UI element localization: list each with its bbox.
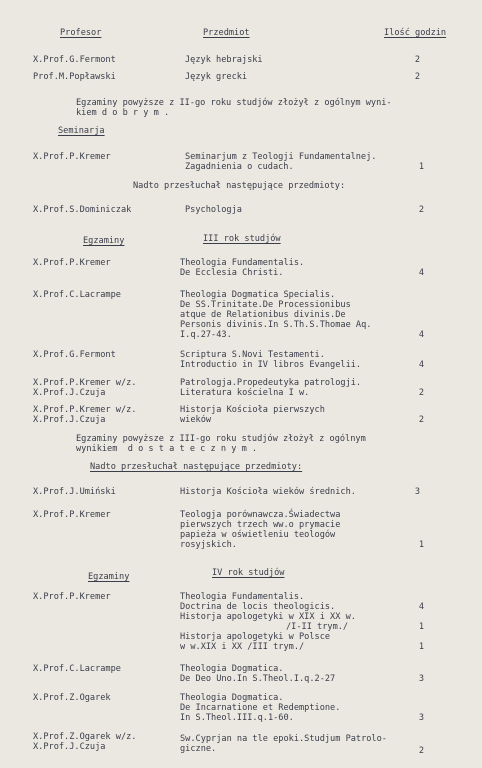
row-prof: X.Prof.P.Kremer [33, 152, 111, 162]
row-subject: atque de Relationibus divinis.De [180, 310, 346, 320]
row-prof: X.Prof.J.Czuja [33, 742, 106, 752]
row-prof: X.Prof.S.Dominiczak [33, 205, 132, 215]
row-subject: Theologia Fundamentalis. [180, 258, 305, 268]
row-subject: Literatura kościelna I w. [180, 388, 310, 398]
row-subject: pierwszych trzech ww.o prymacie [180, 520, 341, 530]
row-hours: 2 [418, 415, 424, 425]
row-subject: Język grecki [185, 72, 248, 82]
row-hours: 4 [418, 268, 424, 278]
row-subject: In S.Theol.III.q.1-60. [180, 713, 294, 723]
row-subject: w w.XIX i XX /III trym./ [180, 642, 305, 652]
seminar-heading: Seminarja [58, 126, 105, 136]
header-professor: Profesor [60, 28, 102, 38]
row-hours: 1 [418, 642, 424, 652]
row-prof: X.Prof.J.Umiński [33, 487, 116, 497]
row-subject: Theologia Dogmatica. [180, 664, 284, 674]
row-prof: X.Prof.C.Lacrampe [33, 290, 121, 300]
row-prof: X.Prof.P.Kremer [33, 592, 111, 602]
row-prof: X.Prof.P.Kremer w/z. [33, 378, 137, 388]
row-subject: De SS.Trinitate.De Processionibus [180, 300, 351, 310]
row-prof: X.Prof.C.Lacrampe [33, 664, 121, 674]
row-subject: Zagadnienia o cudach. [185, 162, 294, 172]
row-prof: X.Prof.J.Czuja [33, 415, 106, 425]
row-subject: De Deo Uno.In S.Theol.I.q.2-27 [180, 674, 336, 684]
row-prof: X.Prof.G.Fermont [33, 55, 116, 65]
row-subject: Patrologja.Propedeutyka patrologji. [180, 378, 362, 388]
header-hours: Ilość godzin [384, 28, 447, 38]
row-prof: X.Prof.G.Fermont [33, 350, 116, 360]
row-hours: 1 [418, 622, 424, 632]
row-subject: /I-II trym./ [286, 622, 349, 632]
row-subject: Teologja porównawcza.Świadectwa [180, 510, 341, 520]
row-hours: 2 [418, 746, 424, 756]
row-subject: rosyjskich. [180, 540, 237, 550]
row-subject: Scriptura S.Novi Testamenti. [180, 350, 325, 360]
row-hours: 3 [418, 674, 424, 684]
row-hours: 2 [414, 55, 420, 65]
note-line: kiem d o b r y m . [76, 108, 170, 118]
row-subject: Seminarjum z Teologji Fundamentalnej. [185, 152, 377, 162]
note-line: Egzaminy powyższe z II-go roku studjów złożył z ogólnym wyni- [76, 98, 392, 108]
extra-heading: Nadto przesłuchał następujące przedmioty: [90, 462, 303, 472]
row-hours: 3 [418, 713, 424, 723]
row-prof: Prof.M.Popławski [33, 72, 116, 82]
row-hours: 4 [418, 360, 424, 370]
row-subject: Theologia Dogmatica Specialis. [180, 290, 336, 300]
row-subject: Historja Kościoła wieków średnich. [180, 487, 356, 497]
row-subject: De Incarnatione et Redemptione. [180, 703, 341, 713]
row-subject: Psychologja [185, 205, 242, 215]
row-prof: X.Prof.Z.Ogarek [33, 693, 111, 703]
row-subject: Theologia Fundamentalis. [180, 592, 305, 602]
year-heading: III rok studjów [203, 234, 281, 244]
year-heading: IV rok studjów [212, 568, 285, 578]
row-subject: giczne. [180, 744, 217, 754]
row-hours: 1 [418, 162, 424, 172]
row-subject: papieża w oświetleniu teologów [180, 530, 336, 540]
row-subject: Historja apologetyki w XIX i XX w. [180, 612, 356, 622]
row-subject: Historja apologetyki w Polsce [180, 632, 331, 642]
row-subject: Historja Kościoła pierwszych [180, 405, 325, 415]
row-hours: 4 [418, 330, 424, 340]
row-prof: X.Prof.P.Kremer w/z. [33, 405, 137, 415]
row-subject: Theologia Dogmatica. [180, 693, 284, 703]
note-line: wynikiem d o s t a t e c z n y m . [76, 444, 258, 454]
row-subject: wieków [180, 415, 212, 425]
row-hours: 2 [418, 205, 424, 215]
row-prof: X.Prof.J.Czuja [33, 388, 106, 398]
row-subject: Sw.Cyprjan na tle epoki.Studjum Patrolo- [180, 734, 387, 744]
row-prof: X.Prof.Z.Ogarek w/z. [33, 732, 137, 742]
row-prof: X.Prof.P.Kremer [33, 258, 111, 268]
row-subject: Introductio in IV libros Evangelii. [180, 360, 362, 370]
row-hours: 3 [414, 487, 420, 497]
row-subject: Personis divinis.In S.Th.S.Thomae Aq. [180, 320, 372, 330]
header-subject: Przedmiot [203, 28, 250, 38]
row-subject: Język hebrajski [185, 55, 263, 65]
row-hours: 2 [414, 72, 420, 82]
exams-heading: Egzaminy [83, 236, 125, 246]
row-subject: De Ecclesia Christi. [180, 268, 284, 278]
row-prof: X.Prof.P.Kremer [33, 510, 111, 520]
note-line: Egzaminy powyższe z III-go roku studjów złożył z ogólnym [76, 434, 366, 444]
row-hours: 4 [418, 602, 424, 612]
row-hours: 2 [418, 388, 424, 398]
row-hours: 1 [418, 540, 424, 550]
exams-heading: Egzaminy [88, 572, 130, 582]
row-subject: I.q.27-43. [180, 330, 232, 340]
row-subject: Doctrina de locis theologicis. [180, 602, 336, 612]
extra-heading: Nadto przesłuchał następujące przedmioty: [133, 181, 346, 191]
